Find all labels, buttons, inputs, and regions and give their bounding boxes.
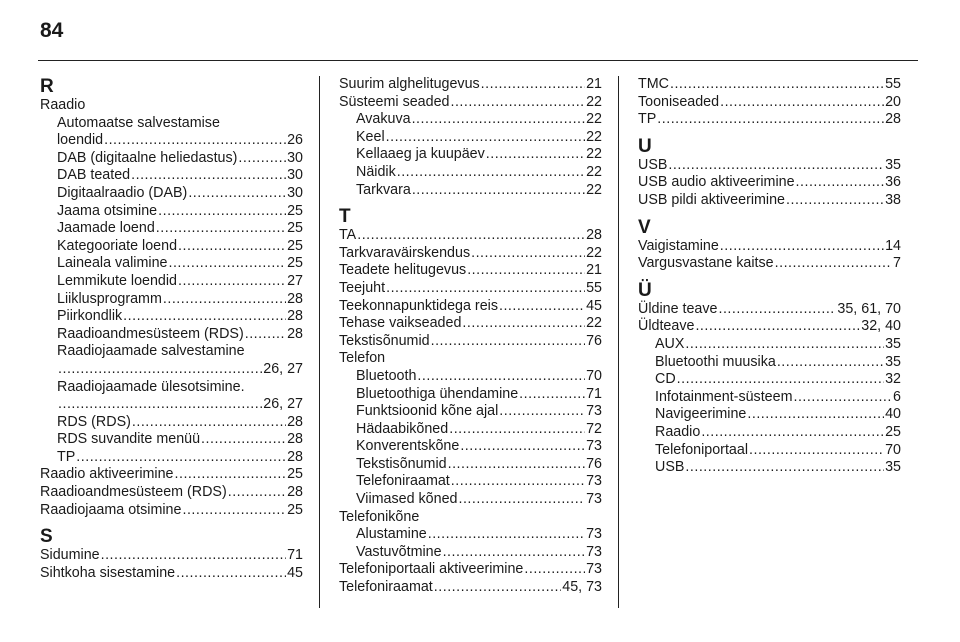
dot-leader: [434, 579, 561, 597]
index-entry: [638, 238, 901, 256]
entry-term: Üldteave: [638, 318, 695, 335]
entry-term: Konverentskõne: [356, 438, 460, 455]
entry-page-numbers: 28: [287, 413, 303, 430]
dot-leader: [786, 192, 884, 210]
dot-leader: [467, 262, 585, 280]
index-letter-heading: S: [40, 526, 53, 548]
index-entry: [339, 473, 602, 491]
index-entry: [339, 111, 602, 129]
dot-leader: [245, 326, 286, 344]
entry-page-numbers: 25: [287, 466, 303, 483]
entry-page-numbers: 7: [893, 255, 901, 272]
entry-page-numbers: 25: [287, 501, 303, 518]
index-heading: Telefon: [339, 350, 386, 367]
dot-leader: [670, 76, 884, 94]
index-entry: [339, 280, 602, 298]
dot-leader: [718, 301, 836, 319]
dot-leader: [104, 132, 286, 150]
dot-leader: [720, 238, 884, 256]
entry-page-numbers: 25: [885, 423, 901, 440]
entry-term: Suurim alghelitugevus: [339, 76, 480, 92]
entry-term: TA: [339, 227, 357, 244]
index-entry: [339, 129, 602, 147]
entry-page-numbers: 73: [586, 526, 602, 543]
index-entry: [638, 94, 901, 112]
entry-term: Raadio: [655, 423, 701, 440]
dot-leader: [448, 456, 586, 474]
entry-page-numbers: 25: [287, 220, 303, 237]
entry-page-numbers: 22: [586, 163, 602, 180]
dot-leader: [777, 354, 884, 372]
entry-page-numbers: 55: [586, 279, 602, 296]
entry-term: Tekstisõnumid: [339, 332, 430, 349]
entry-page-numbers: 27: [287, 272, 303, 289]
entry-term: TP: [638, 111, 657, 128]
dot-leader: [201, 431, 286, 449]
entry-term: Jaama otsimine: [57, 202, 158, 219]
entry-page-numbers: 28: [586, 227, 602, 244]
entry-term: USB: [655, 459, 685, 476]
dot-leader: [524, 561, 585, 579]
index-entry: [40, 431, 303, 449]
index-entry: [339, 76, 602, 94]
entry-page-numbers: 40: [885, 406, 901, 423]
entry-term: Raadio aktiveerimine: [40, 466, 174, 483]
entry-page-numbers: 35, 61, 70: [837, 300, 901, 317]
dot-leader: [657, 111, 884, 129]
dot-leader: [443, 544, 586, 562]
index-entry: [339, 561, 602, 579]
index-entry: [638, 389, 901, 407]
index-column-2: [339, 76, 602, 597]
entry-term: USB: [638, 156, 668, 173]
index-heading: Raadio: [40, 97, 86, 113]
index-entry: [40, 132, 303, 150]
dot-leader: [163, 291, 286, 309]
dot-leader: [462, 315, 585, 333]
entry-term: Jaamade loend: [57, 220, 155, 237]
entry-page-numbers: 30: [287, 167, 303, 184]
index-entry: [40, 466, 303, 484]
entry-page-numbers: 22: [586, 181, 602, 198]
entry-term: Teekonnapunktidega reis: [339, 297, 498, 314]
entry-page-numbers: 25: [287, 237, 303, 254]
entry-page-numbers: 26, 27: [263, 360, 303, 377]
dot-leader: [412, 182, 585, 200]
entry-term: Raadioandmesüsteem (RDS): [40, 484, 227, 501]
entry-page-numbers: 45, 73: [562, 579, 602, 596]
index-entry: [339, 386, 602, 404]
dot-leader: [178, 273, 286, 291]
entry-page-numbers: 45: [287, 564, 303, 581]
index-heading: Telefonikõne: [339, 508, 420, 525]
index-entry: [638, 174, 901, 192]
entry-page-numbers: 21: [586, 76, 602, 92]
header-rule: [38, 60, 918, 61]
entry-page-numbers: 28: [287, 448, 303, 465]
entry-page-numbers: 73: [586, 403, 602, 420]
index-entry: [339, 262, 602, 280]
entry-term: Telefoniraamat: [339, 579, 433, 596]
entry-page-numbers: 28: [287, 325, 303, 342]
entry-term: Tarkvara: [356, 181, 411, 198]
index-column-1: [40, 76, 303, 582]
entry-term: Sidumine: [40, 547, 100, 564]
dot-leader: [749, 442, 884, 460]
index-entry: [339, 227, 602, 245]
index-heading: Automaatse salvestamise: [57, 114, 220, 131]
index-entry: [339, 403, 602, 421]
dot-leader: [386, 280, 585, 298]
index-entry: [638, 255, 901, 273]
entry-term: Teadete helitugevus: [339, 262, 467, 279]
entry-term: Raadiojaama otsimine: [40, 501, 182, 518]
index-entry: [40, 449, 303, 467]
entry-term: Tarkvaraväirskendus: [339, 244, 471, 261]
entry-page-numbers: 35: [885, 156, 901, 173]
index-entry: [40, 361, 303, 379]
entry-term: Telefoniportaal: [655, 441, 748, 458]
index-entry: [339, 146, 602, 164]
entry-term: Funktsioonid kõne ajal: [356, 403, 499, 420]
entry-term: Vaigistamine: [638, 237, 719, 254]
entry-page-numbers: 26: [287, 132, 303, 149]
entry-term: Telefoniportaali aktiveerimine: [339, 561, 524, 578]
entry-page-numbers: 35: [885, 353, 901, 370]
dot-leader: [499, 298, 585, 316]
entry-term: loendid: [57, 132, 104, 149]
index-letter-heading: V: [638, 216, 651, 238]
dot-leader: [668, 157, 884, 175]
dot-leader: [431, 333, 586, 351]
index-entry: [339, 164, 602, 182]
entry-page-numbers: 22: [586, 128, 602, 145]
entry-term: Alustamine: [356, 526, 427, 543]
index-entry: [339, 579, 602, 597]
entry-page-numbers: 76: [586, 455, 602, 472]
entry-term: Sihtkoha sisestamine: [40, 564, 176, 581]
index-letter-heading: U: [638, 135, 652, 157]
dot-leader: [450, 94, 585, 112]
entry-page-numbers: 73: [586, 543, 602, 560]
entry-page-numbers: 73: [586, 438, 602, 455]
index-entry: [339, 438, 602, 456]
entry-term: Keel: [356, 128, 385, 145]
entry-term: Piirkondlik: [57, 308, 123, 325]
index-entry: [638, 192, 901, 210]
dot-leader: [460, 438, 585, 456]
entry-term: Infotainment-süsteem: [655, 388, 793, 405]
entry-page-numbers: 73: [586, 473, 602, 490]
entry-term: Näidik: [356, 163, 396, 180]
dot-leader: [176, 565, 286, 583]
index-entry: [40, 308, 303, 326]
column-divider: [319, 76, 320, 608]
index-entry: [40, 414, 303, 432]
dot-leader: [412, 111, 586, 129]
entry-term: Laineala valimine: [57, 255, 168, 272]
entry-page-numbers: 38: [885, 191, 901, 208]
index-entry: [339, 182, 602, 200]
dot-leader: [519, 386, 585, 404]
index-entry: [339, 333, 602, 351]
index-entry: [40, 150, 303, 168]
dot-leader: [685, 459, 884, 477]
entry-term: Telefoniraamat: [356, 473, 450, 490]
index-entry: [40, 167, 303, 185]
index-entry: [40, 255, 303, 273]
dot-leader: [357, 227, 585, 245]
entry-term: RDS (RDS): [57, 413, 131, 430]
entry-term: Lemmikute loendid: [57, 272, 178, 289]
dot-leader: [720, 94, 884, 112]
entry-term: Kategooriate loend: [57, 237, 178, 254]
entry-page-numbers: 22: [586, 93, 602, 110]
index-entry: [339, 456, 602, 474]
index-entry: [40, 565, 303, 583]
entry-page-numbers: 28: [287, 308, 303, 325]
entry-term: Bluetooth: [356, 367, 417, 384]
index-heading: Raadiojaamade ülesotsimine.: [57, 378, 245, 395]
index-entry: [638, 336, 901, 354]
index-entry: [40, 273, 303, 291]
entry-term: Liiklusprogramm: [57, 290, 162, 307]
entry-page-numbers: 71: [586, 385, 602, 402]
dot-leader: [178, 238, 286, 256]
index-entry: [638, 301, 901, 319]
index-entry: [638, 459, 901, 477]
dot-leader: [775, 255, 892, 273]
dot-leader: [428, 526, 585, 544]
entry-term: Navigeerimine: [655, 406, 747, 423]
index-entry: [638, 157, 901, 175]
dot-leader: [156, 220, 286, 238]
index-entry: [40, 291, 303, 309]
entry-page-numbers: 30: [287, 149, 303, 166]
entry-term: Tehase vaikseaded: [339, 315, 462, 332]
entry-page-numbers: 73: [586, 491, 602, 508]
dot-leader: [158, 203, 286, 221]
entry-page-numbers: 70: [885, 441, 901, 458]
entry-term: Avakuva: [356, 111, 411, 128]
index-letter-heading: R: [40, 76, 54, 97]
entry-term: Kellaaeg ja kuupäev: [356, 146, 485, 163]
entry-page-numbers: 30: [287, 184, 303, 201]
index-entry: [638, 371, 901, 389]
dot-leader: [386, 129, 585, 147]
dot-leader: [228, 484, 286, 502]
entry-term: TP: [57, 448, 76, 465]
dot-leader: [695, 318, 860, 336]
dot-leader: [76, 449, 286, 467]
dot-leader: [238, 150, 286, 168]
page-number: 84: [40, 19, 64, 42]
entry-page-numbers: 36: [885, 174, 901, 191]
entry-term: Viimased kõned: [356, 491, 458, 508]
entry-term: Tooniseaded: [638, 93, 720, 110]
index-entry: [339, 315, 602, 333]
entry-term: USB audio aktiveerimine: [638, 174, 795, 191]
entry-page-numbers: 72: [586, 420, 602, 437]
entry-page-numbers: 25: [287, 255, 303, 272]
entry-term: Raadioandmesüsteem (RDS): [57, 325, 244, 342]
dot-leader: [677, 371, 884, 389]
index-entry: [339, 526, 602, 544]
entry-page-numbers: 22: [586, 315, 602, 332]
index-column-3: [638, 76, 901, 477]
column-divider: [618, 76, 619, 608]
index-entry: [339, 245, 602, 263]
index-entry: [638, 111, 901, 129]
entry-page-numbers: 22: [586, 146, 602, 163]
entry-page-numbers: 28: [287, 431, 303, 448]
entry-page-numbers: 35: [885, 335, 901, 352]
entry-term: TMC: [638, 76, 669, 92]
dot-leader: [132, 414, 286, 432]
dot-leader: [123, 308, 286, 326]
entry-page-numbers: 22: [586, 244, 602, 261]
index-entry: [638, 354, 901, 372]
dot-leader: [101, 547, 286, 565]
entry-term: CD: [655, 371, 676, 388]
entry-term: Vargusvastane kaitse: [638, 255, 774, 272]
dot-leader: [458, 491, 585, 509]
dot-leader: [471, 245, 585, 263]
entry-term: RDS suvandite menüü: [57, 431, 201, 448]
entry-page-numbers: 14: [885, 237, 901, 254]
entry-term: Bluetoothi muusika: [655, 353, 776, 370]
index-entry: [339, 421, 602, 439]
dot-leader: [701, 424, 884, 442]
index-entry: [638, 76, 901, 94]
index-entry: [339, 544, 602, 562]
entry-page-numbers: 70: [586, 367, 602, 384]
index-entry: [638, 318, 901, 336]
entry-page-numbers: 28: [885, 111, 901, 128]
index-entry: [339, 491, 602, 509]
entry-page-numbers: 28: [287, 484, 303, 501]
entry-page-numbers: 25: [287, 202, 303, 219]
dot-leader: [796, 174, 885, 192]
entry-term: Üldine teave: [638, 300, 718, 317]
entry-term: AUX: [655, 335, 685, 352]
entry-term: Teejuht: [339, 279, 386, 296]
entry-page-numbers: 22: [586, 111, 602, 128]
index-entry: [339, 298, 602, 316]
entry-page-numbers: 76: [586, 332, 602, 349]
entry-page-numbers: 32: [885, 371, 901, 388]
dot-leader: [58, 396, 262, 414]
entry-page-numbers: 21: [586, 262, 602, 279]
dot-leader: [685, 336, 884, 354]
dot-leader: [793, 389, 892, 407]
entry-term: Digitaalraadio (DAB): [57, 184, 188, 201]
index-entry: [339, 368, 602, 386]
dot-leader: [451, 473, 585, 491]
entry-page-numbers: 20: [885, 93, 901, 110]
entry-term: Süsteemi seaded: [339, 93, 450, 110]
index-entry: [40, 185, 303, 203]
dot-leader: [486, 146, 585, 164]
index-letter-heading: T: [339, 206, 351, 228]
dot-leader: [449, 421, 585, 439]
entry-page-numbers: 28: [287, 290, 303, 307]
dot-leader: [747, 406, 884, 424]
dot-leader: [168, 255, 286, 273]
index-entry: [339, 94, 602, 112]
entry-term: DAB teated: [57, 167, 131, 184]
entry-page-numbers: 26, 27: [263, 396, 303, 413]
dot-leader: [499, 403, 585, 421]
dot-leader: [188, 185, 286, 203]
index-letter-heading: Ü: [638, 279, 652, 301]
index-entry: [40, 203, 303, 221]
index-entry: [40, 238, 303, 256]
entry-page-numbers: 71: [287, 547, 303, 564]
dot-leader: [175, 466, 287, 484]
dot-leader: [58, 361, 262, 379]
index-entry: [40, 220, 303, 238]
entry-page-numbers: 6: [893, 388, 901, 405]
entry-page-numbers: 55: [885, 76, 901, 92]
entry-term: Bluetoothiga ühendamine: [356, 385, 519, 402]
entry-term: Vastuvõtmine: [356, 543, 442, 560]
dot-leader: [397, 164, 585, 182]
index-entry: [40, 502, 303, 520]
entry-term: Hädaabikõned: [356, 420, 449, 437]
index-entry: [40, 396, 303, 414]
entry-term: USB pildi aktiveerimine: [638, 191, 785, 208]
index-entry: [638, 442, 901, 460]
index-entry: [40, 547, 303, 565]
index-entry: [40, 484, 303, 502]
entry-term: Tekstisõnumid: [356, 455, 447, 472]
dot-leader: [182, 502, 286, 520]
entry-page-numbers: 32, 40: [861, 318, 901, 335]
entry-term: DAB (digitaalne heliedastus): [57, 149, 238, 166]
index-heading: Raadiojaamade salvestamine: [57, 343, 245, 360]
dot-leader: [417, 368, 585, 386]
entry-page-numbers: 73: [586, 561, 602, 578]
entry-page-numbers: 35: [885, 459, 901, 476]
index-entry: [40, 326, 303, 344]
index-entry: [638, 424, 901, 442]
entry-page-numbers: 45: [586, 297, 602, 314]
dot-leader: [131, 167, 286, 185]
dot-leader: [481, 76, 585, 94]
index-entry: [638, 406, 901, 424]
